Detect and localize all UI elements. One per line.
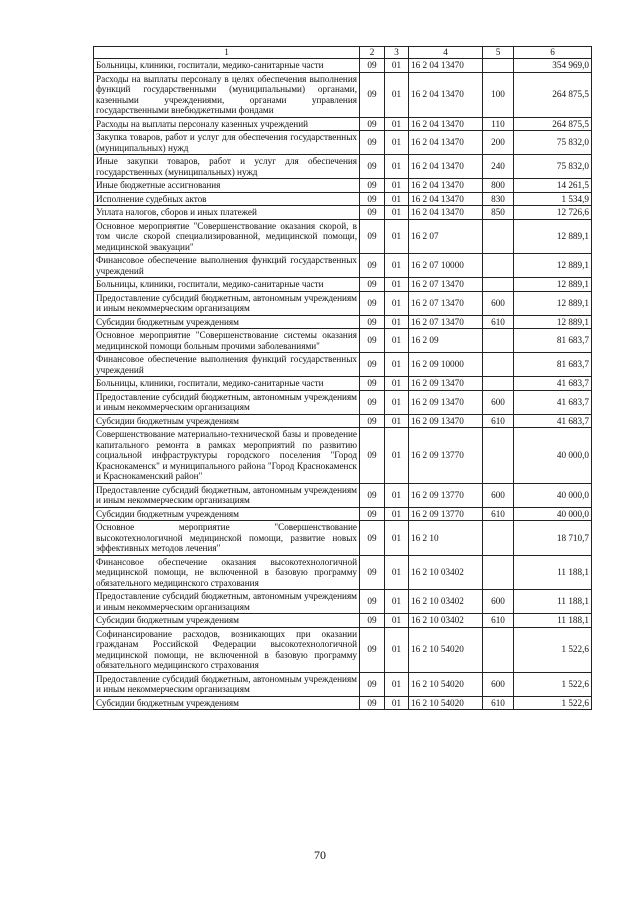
section-code-cell: 09	[360, 590, 385, 614]
table-row	[94, 59, 592, 73]
amount-cell: 12 889,1	[514, 278, 592, 292]
expense-name-cell: Субсидии бюджетным учреждениям	[94, 614, 360, 628]
target-article-cell: 16 2 09	[409, 329, 483, 353]
table-row	[94, 353, 592, 377]
header-cell: 1	[94, 47, 360, 59]
expense-type-cell	[483, 254, 514, 278]
target-article-cell: 16 2 04 13470	[409, 155, 483, 179]
section-code-cell: 09	[360, 414, 385, 428]
table-row	[94, 278, 592, 292]
subsection-code-cell: 01	[385, 329, 409, 353]
amount-cell: 40 000,0	[514, 483, 592, 507]
target-article-cell: 16 2 07	[409, 219, 483, 254]
section-code-cell: 09	[360, 131, 385, 155]
amount-cell: 12 889,1	[514, 219, 592, 254]
table-row	[94, 219, 592, 254]
expense-name-cell: Предоставление субсидий бюджетным, автономным учреждениям и иным некоммерческим организациям	[94, 483, 360, 507]
subsection-code-cell: 01	[385, 291, 409, 315]
table-row	[94, 614, 592, 628]
expense-type-cell: 600	[483, 590, 514, 614]
subsection-code-cell: 01	[385, 179, 409, 193]
expense-name-cell: Субсидии бюджетным учреждениям	[94, 696, 360, 710]
expense-type-cell: 600	[483, 291, 514, 315]
amount-cell: 1 522,6	[514, 696, 592, 710]
target-article-cell: 16 2 04 13470	[409, 117, 483, 131]
subsection-code-cell: 01	[385, 155, 409, 179]
section-code-cell: 09	[360, 507, 385, 521]
expense-name-cell: Финансовое обеспечение выполнения функций государственных учреждений	[94, 353, 360, 377]
target-article-cell: 16 2 09 13470	[409, 390, 483, 414]
section-code-cell: 09	[360, 219, 385, 254]
amount-cell: 81 683,7	[514, 329, 592, 353]
amount-cell: 11 188,1	[514, 590, 592, 614]
expense-type-cell: 610	[483, 414, 514, 428]
expense-type-cell	[483, 59, 514, 73]
table-row	[94, 483, 592, 507]
table-row	[94, 131, 592, 155]
table-row	[94, 254, 592, 278]
amount-cell: 14 261,5	[514, 179, 592, 193]
section-code-cell: 09	[360, 428, 385, 484]
section-code-cell: 09	[360, 59, 385, 73]
table-row	[94, 696, 592, 710]
expense-type-cell: 240	[483, 155, 514, 179]
expense-type-cell: 610	[483, 696, 514, 710]
target-article-cell: 16 2 10 03402	[409, 590, 483, 614]
table-row	[94, 390, 592, 414]
amount-cell: 1 522,6	[514, 672, 592, 696]
subsection-code-cell: 01	[385, 590, 409, 614]
header-cell: 3	[385, 47, 409, 59]
subsection-code-cell: 01	[385, 672, 409, 696]
expense-name-cell: Основное мероприятие "Совершенствование высокотехнологичной медицинской помощи, развитие новых эффективных методов лечения"	[94, 521, 360, 556]
expense-type-cell: 610	[483, 507, 514, 521]
section-code-cell: 09	[360, 377, 385, 391]
target-article-cell: 16 2 09 13470	[409, 377, 483, 391]
expense-name-cell: Больницы, клиники, госпитали, медико-санитарные части	[94, 278, 360, 292]
expense-name-cell: Исполнение судебных актов	[94, 192, 360, 206]
budget-table	[93, 46, 592, 710]
table-row	[94, 155, 592, 179]
expense-type-cell	[483, 353, 514, 377]
amount-cell: 264 875,5	[514, 117, 592, 131]
target-article-cell: 16 2 04 13470	[409, 72, 483, 117]
amount-cell: 40 000,0	[514, 428, 592, 484]
table-row	[94, 315, 592, 329]
target-article-cell: 16 2 09 10000	[409, 353, 483, 377]
expense-name-cell: Больницы, клиники, госпитали, медико-санитарные части	[94, 377, 360, 391]
section-code-cell: 09	[360, 254, 385, 278]
amount-cell: 264 875,5	[514, 72, 592, 117]
expense-type-cell	[483, 377, 514, 391]
amount-cell: 81 683,7	[514, 353, 592, 377]
table-row	[94, 414, 592, 428]
expense-name-cell: Финансовое обеспечение выполнения функций государственных учреждений	[94, 254, 360, 278]
subsection-code-cell: 01	[385, 131, 409, 155]
section-code-cell: 09	[360, 672, 385, 696]
section-code-cell: 09	[360, 192, 385, 206]
table-row	[94, 555, 592, 590]
subsection-code-cell: 01	[385, 614, 409, 628]
section-code-cell: 09	[360, 72, 385, 117]
amount-cell: 12 889,1	[514, 254, 592, 278]
subsection-code-cell: 01	[385, 696, 409, 710]
target-article-cell: 16 2 10 54020	[409, 696, 483, 710]
target-article-cell: 16 2 09 13770	[409, 507, 483, 521]
table-row	[94, 521, 592, 556]
expense-name-cell: Предоставление субсидий бюджетным, автономным учреждениям и иным некоммерческим организациям	[94, 390, 360, 414]
table-header-row	[94, 47, 592, 59]
amount-cell: 18 710,7	[514, 521, 592, 556]
expense-type-cell	[483, 329, 514, 353]
section-code-cell: 09	[360, 329, 385, 353]
table-body	[94, 59, 592, 710]
section-code-cell: 09	[360, 206, 385, 220]
subsection-code-cell: 01	[385, 117, 409, 131]
amount-cell: 11 188,1	[514, 555, 592, 590]
target-article-cell: 16 2 07 13470	[409, 291, 483, 315]
subsection-code-cell: 01	[385, 72, 409, 117]
subsection-code-cell: 01	[385, 206, 409, 220]
subsection-code-cell: 01	[385, 414, 409, 428]
expense-name-cell: Субсидии бюджетным учреждениям	[94, 507, 360, 521]
expense-name-cell: Закупка товаров, работ и услуг для обеспечения государственных (муниципальных) нужд	[94, 131, 360, 155]
amount-cell: 1 522,6	[514, 627, 592, 672]
amount-cell: 1 534,9	[514, 192, 592, 206]
target-article-cell: 16 2 09 13470	[409, 414, 483, 428]
expense-name-cell: Основное мероприятие "Совершенствование оказания скорой, в том числе скорой специализированной, медицинской помощи, медицинской эвакуации"	[94, 219, 360, 254]
amount-cell: 11 188,1	[514, 614, 592, 628]
amount-cell: 12 726,6	[514, 206, 592, 220]
expense-name-cell: Предоставление субсидий бюджетным, автономным учреждениям и иным некоммерческим организациям	[94, 590, 360, 614]
expense-name-cell: Расходы на выплаты персоналу казенных учреждений	[94, 117, 360, 131]
amount-cell: 12 889,1	[514, 315, 592, 329]
expense-type-cell: 110	[483, 117, 514, 131]
expense-type-cell: 610	[483, 614, 514, 628]
expense-name-cell: Иные бюджетные ассигнования	[94, 179, 360, 193]
target-article-cell: 16 2 04 13470	[409, 179, 483, 193]
target-article-cell: 16 2 04 13470	[409, 192, 483, 206]
table-row	[94, 377, 592, 391]
target-article-cell: 16 2 10 03402	[409, 614, 483, 628]
page-number: 70	[314, 848, 326, 862]
target-article-cell: 16 2 04 13470	[409, 206, 483, 220]
expense-name-cell: Субсидии бюджетным учреждениям	[94, 414, 360, 428]
table-row	[94, 72, 592, 117]
subsection-code-cell: 01	[385, 483, 409, 507]
table-row	[94, 627, 592, 672]
header-cell: 2	[360, 47, 385, 59]
section-code-cell: 09	[360, 179, 385, 193]
subsection-code-cell: 01	[385, 555, 409, 590]
section-code-cell: 09	[360, 353, 385, 377]
subsection-code-cell: 01	[385, 507, 409, 521]
target-article-cell: 16 2 04 13470	[409, 131, 483, 155]
amount-cell: 41 683,7	[514, 390, 592, 414]
target-article-cell: 16 2 07 13470	[409, 278, 483, 292]
table-row	[94, 206, 592, 220]
subsection-code-cell: 01	[385, 353, 409, 377]
expense-name-cell: Расходы на выплаты персоналу в целях обеспечения выполнения функций государственными (муниципальными) органами, казенными учреждениями, органами управления государственными внебюджетными фондами	[94, 72, 360, 117]
section-code-cell: 09	[360, 278, 385, 292]
amount-cell: 41 683,7	[514, 377, 592, 391]
subsection-code-cell: 01	[385, 390, 409, 414]
expense-type-cell: 600	[483, 672, 514, 696]
target-article-cell: 16 2 10 03402	[409, 555, 483, 590]
amount-cell: 12 889,1	[514, 291, 592, 315]
expense-name-cell: Предоставление субсидий бюджетным, автономным учреждениям и иным некоммерческим организациям	[94, 291, 360, 315]
section-code-cell: 09	[360, 555, 385, 590]
expense-type-cell	[483, 555, 514, 590]
target-article-cell: 16 2 10 54020	[409, 627, 483, 672]
subsection-code-cell: 01	[385, 219, 409, 254]
expense-type-cell: 610	[483, 315, 514, 329]
table-row	[94, 507, 592, 521]
expense-type-cell	[483, 219, 514, 254]
subsection-code-cell: 01	[385, 254, 409, 278]
header-cell: 5	[483, 47, 514, 59]
amount-cell: 354 969,0	[514, 59, 592, 73]
table-row	[94, 179, 592, 193]
expense-name-cell: Совершенствование материально-технической базы и проведение капитального ремонта в рамках мероприятий по развитию социальной инфраструктуры городского поселения "Город Краснокаменск" и муниципального района "Город Краснокаменск и Краснокаменский район"	[94, 428, 360, 484]
subsection-code-cell: 01	[385, 192, 409, 206]
expense-name-cell: Финансовое обеспечение оказания высокотехнологичной медицинской помощи, не включенной в базовую программу обязательного медицинского страхования	[94, 555, 360, 590]
expense-name-cell: Софинансирование расходов, возникающих при оказании гражданам Российской Федерации высокотехнологичной медицинской помощи, не включенной в базовую программу обязательного медицинского страхования	[94, 627, 360, 672]
table-row	[94, 590, 592, 614]
amount-cell: 40 000,0	[514, 507, 592, 521]
expense-name-cell: Субсидии бюджетным учреждениям	[94, 315, 360, 329]
expense-type-cell	[483, 627, 514, 672]
expense-type-cell	[483, 428, 514, 484]
expense-name-cell: Больницы, клиники, госпитали, медико-санитарные части	[94, 59, 360, 73]
section-code-cell: 09	[360, 483, 385, 507]
table-row	[94, 117, 592, 131]
expense-name-cell: Уплата налогов, сборов и иных платежей	[94, 206, 360, 220]
expense-type-cell: 850	[483, 206, 514, 220]
target-article-cell: 16 2 10	[409, 521, 483, 556]
subsection-code-cell: 01	[385, 377, 409, 391]
target-article-cell: 16 2 09 13770	[409, 428, 483, 484]
section-code-cell: 09	[360, 315, 385, 329]
section-code-cell: 09	[360, 155, 385, 179]
expense-type-cell: 800	[483, 179, 514, 193]
amount-cell: 75 832,0	[514, 155, 592, 179]
expense-type-cell	[483, 278, 514, 292]
section-code-cell: 09	[360, 390, 385, 414]
expense-name-cell: Предоставление субсидий бюджетным, автономным учреждениям и иным некоммерческим организациям	[94, 672, 360, 696]
table-row	[94, 672, 592, 696]
target-article-cell: 16 2 09 13770	[409, 483, 483, 507]
header-cell: 4	[409, 47, 483, 59]
section-code-cell: 09	[360, 696, 385, 710]
expense-name-cell: Иные закупки товаров, работ и услуг для обеспечения государственных (муниципальных) нужд	[94, 155, 360, 179]
target-article-cell: 16 2 07 13470	[409, 315, 483, 329]
table-row	[94, 329, 592, 353]
subsection-code-cell: 01	[385, 59, 409, 73]
target-article-cell: 16 2 10 54020	[409, 672, 483, 696]
section-code-cell: 09	[360, 521, 385, 556]
table-row	[94, 192, 592, 206]
expense-type-cell: 600	[483, 483, 514, 507]
section-code-cell: 09	[360, 614, 385, 628]
expense-type-cell	[483, 521, 514, 556]
section-code-cell: 09	[360, 627, 385, 672]
subsection-code-cell: 01	[385, 627, 409, 672]
table-row	[94, 291, 592, 315]
table-row	[94, 428, 592, 484]
subsection-code-cell: 01	[385, 521, 409, 556]
expense-type-cell: 100	[483, 72, 514, 117]
section-code-cell: 09	[360, 291, 385, 315]
target-article-cell: 16 2 07 10000	[409, 254, 483, 278]
expense-type-cell: 600	[483, 390, 514, 414]
amount-cell: 75 832,0	[514, 131, 592, 155]
expense-type-cell: 200	[483, 131, 514, 155]
expense-name-cell: Основное мероприятие "Совершенствование системы оказания медицинской помощи больным прочими заболеваниями"	[94, 329, 360, 353]
section-code-cell: 09	[360, 117, 385, 131]
subsection-code-cell: 01	[385, 428, 409, 484]
header-cell: 6	[514, 47, 592, 59]
amount-cell: 41 683,7	[514, 414, 592, 428]
target-article-cell: 16 2 04 13470	[409, 59, 483, 73]
subsection-code-cell: 01	[385, 315, 409, 329]
expense-type-cell: 830	[483, 192, 514, 206]
subsection-code-cell: 01	[385, 278, 409, 292]
